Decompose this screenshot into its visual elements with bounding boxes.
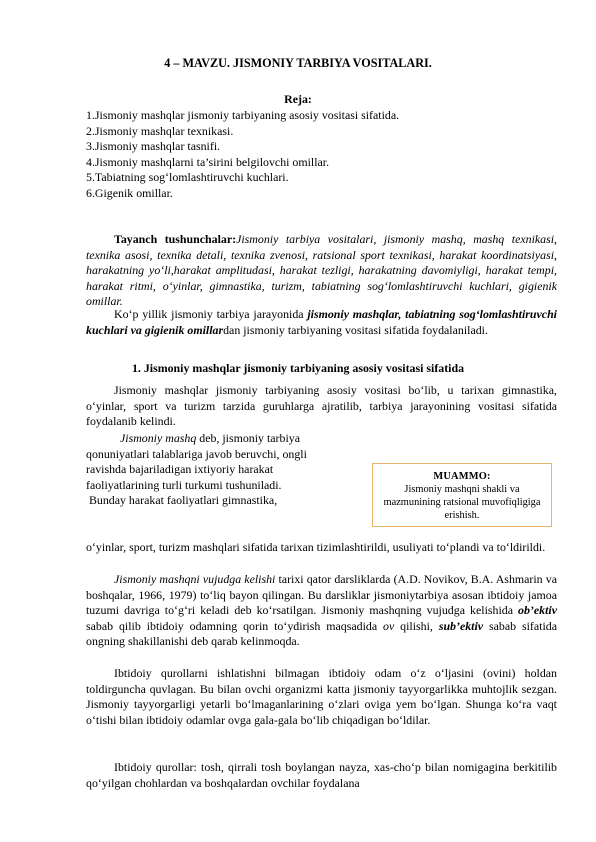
para2-line: faoliyatlarining turli turkumi tushuniladi. (86, 477, 282, 492)
section-paragraph-2-rest: o‘yinlar, sport, turizm mashqlari sifatida tarixan tizimlashtirildi, usuliyati to‘plandi va to‘ldirildi. (86, 540, 546, 554)
section-heading: 1. Jismoniy mashqlar jismoniy tarbiyaning asosiy vositasi sifatida (131, 361, 465, 375)
intro-paragraph (86, 307, 557, 338)
section-paragraph-2-lines (86, 431, 356, 509)
plan-item: 4.Jismoniy mashqlarni ta’sirini belgilovchi omillar. (86, 154, 330, 169)
objective-term: ob’ektiv (518, 603, 557, 618)
plan-list (86, 108, 546, 202)
para3-emphasis: Jismoniy mashqni vujudga kelishi (114, 572, 276, 586)
para2-line: Jismoniy mashq deb, jismoniy tarbiya (120, 431, 300, 445)
section-paragraph-3: Jismoniy mashqni vujudga kelishi tarixi qator darsliklarda (A.D. Novikov, B.A. Ashmarin va boshqalar, 1966, 1979) to‘liq bayon qilingan. Bu darsliklar jismoniytarbiya asosan ibtidoiy jamoa tuzumi davriga to‘g‘ri keladi deb ko‘rsatilgan. Jismoniy mashqning vujudga kelishida ob’ektiv sabab qilib ibtidoiy odamning qorin to‘ydirish maqsadida ov qilishi, sub’ektiv sabab sifatida ongning shakillanishi deb qarab kelinmoqda. (86, 572, 557, 649)
hunt-term: ov (383, 618, 395, 633)
section-paragraph-4: Ibtidoiy qurollarni ishlatishni bilmagan ibtidoiy odam o‘z o‘ljasini (ovini) holdan toldirguncha quvlagan. Bu bilan ovchi organizmi katta jismoniy tayyorgarlikka muhtojlik sezgan. Jismoniy tayyorgarligi yetarli bo‘lmaganlarining o‘zlari oviga yem bo‘lgan. Shunga ko‘ra vaqt o‘tishi bilan ibtidoiy odamlar ovga gala-gala bo‘lib chiqadigan bo‘ldilar. (86, 666, 557, 727)
page-title: 4 – MAVZU. JISMONIY TARBIYA VOSITALARI. (164, 56, 432, 70)
intro-pre: Ko‘p yillik jismoniy tarbiya jarayonida (114, 307, 308, 321)
para2-line: qonuniyatlari talablariga javob beruvchi, ongli (86, 446, 307, 461)
subjective-term: sub’ektiv (438, 618, 484, 633)
muammo-text: Jismoniy mashqni shakli va mazmunining ratsional muvofiqligiga erishish. (383, 484, 541, 521)
intro-emphasis: jismoniy mashqlar, tabiatning sog‘lomlashtiruvchi kuchlari va gigienik omillar (86, 307, 557, 337)
para2-emphasis: Jismoniy mashq (120, 431, 197, 445)
key-concepts (86, 232, 557, 310)
para2-line: Bunday harakat faoliyatlari gimnastika, (86, 493, 278, 508)
muammo-box (372, 463, 552, 527)
plan-item: 3.Jismoniy mashqlar tasnifi. (86, 139, 221, 154)
para2-line: ravishda bajariladigan ixtiyoriy harakat (86, 462, 274, 477)
key-concepts-text: Jismoniy tarbiya vositalari, jismoniy mashq, mashq texnikasi, texnika asosi, texnika detali, texnika zvenosi, ratsional sport texnikasi, harakat koordinatsiyasi, harakatning yo‘li,harakat amplitudasi, harakat tezligi, harakatning davomiyligi, harakat tempi, harakat ritmi, o‘yinlar, gimnastika, turizm, tabiatning sog‘lomlashtiruvchi kuchlari, gigienik omillar. (86, 232, 558, 309)
plan-item: 2.Jismoniy mashqlar texnikasi. (86, 123, 234, 138)
section-paragraph-5: Ibtidoiy qurollar: tosh, qirrali tosh boylangan nayza, xas-cho‘p bilan nomigagina berkitilib qo‘yilgan chohlardan va boshqalardan ovchilar foydalana (86, 760, 557, 790)
section-paragraph-1: Jismoniy mashqlar jismoniy tarbiyaning asosiy vositasi bo‘lib, u tarixan gimnastika, o‘yinlar, sport va turizm tarzida guruhlarga ajratilib, tarbiya jarayonining vositasi sifatida foydalanib kelindi. (86, 383, 557, 429)
plan-item: 1.Jismoniy mashqlar jismoniy tarbiyaning asosiy vositasi sifatida. (86, 108, 400, 122)
key-concepts-label: Tayanch tushunchalar: (114, 232, 237, 246)
plan-heading: Reja: (284, 92, 312, 106)
plan-item: 6.Gigenik omillar. (86, 185, 173, 200)
muammo-title: MUAMMO: (433, 471, 491, 482)
plan-item: 5.Tabiatning sog‘lomlashtiruvchi kuchlari. (86, 170, 289, 185)
intro-post: dan jismoniy tarbiyaning vositasi sifatida foydalaniladi. (223, 322, 488, 337)
